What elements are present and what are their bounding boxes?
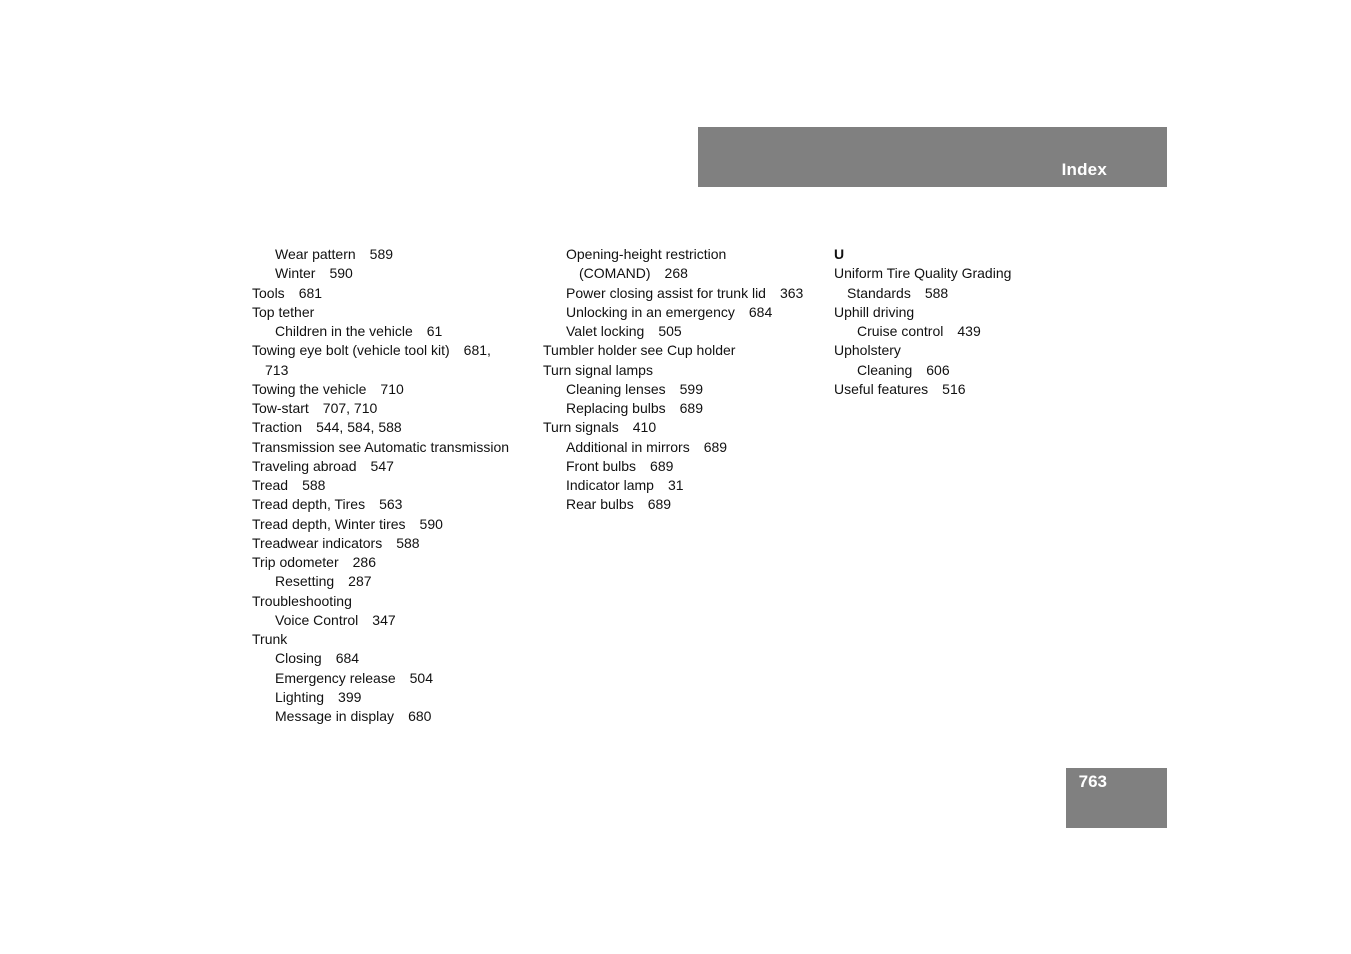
index-entry-term: Children in the vehicle — [275, 323, 413, 339]
index-entry-term: Replacing bulbs — [566, 400, 666, 416]
index-entry — [543, 380, 828, 399]
index-entry — [834, 322, 1119, 341]
index-entry-continuation — [252, 361, 537, 380]
index-entry — [543, 245, 828, 284]
index-entry-pages: 399 — [338, 688, 362, 705]
index-entry-term: Trip odometer — [252, 554, 339, 570]
index-entry — [834, 341, 1119, 360]
index-entry — [252, 649, 537, 668]
index-entry — [543, 438, 828, 457]
index-entry-term: Turn signals — [543, 419, 619, 436]
index-entry-term: Message in display — [275, 708, 395, 724]
index-entry-term: Uniform Tire Quality Grading — [834, 265, 1012, 282]
index-entry-term: Traction — [252, 419, 303, 436]
index-entry — [252, 418, 537, 437]
index-entry-term: Additional in mirrors — [566, 438, 690, 455]
index-entry-term: Tow-start — [252, 400, 309, 416]
index-entry-pages: 684 — [335, 650, 360, 667]
index-entry — [252, 630, 537, 649]
index-entry — [834, 380, 1119, 399]
index-entry — [252, 341, 537, 380]
index-entry-pages: 61 — [426, 323, 443, 339]
index-entry — [252, 572, 537, 591]
index-entry-term: Winter — [275, 265, 316, 282]
index-entry-continuation — [566, 264, 828, 283]
index-entry-term: Tools — [252, 284, 285, 301]
index-entry-pages: 588 — [302, 477, 326, 493]
index-entry — [252, 380, 537, 399]
index-entry — [543, 476, 828, 495]
index-entry — [834, 361, 1119, 380]
index-entry-continuation-text: Standards — [847, 284, 911, 301]
index-entry — [252, 322, 537, 341]
index-entry — [543, 341, 828, 360]
index-entry-term: Transmission see Automatic transmission — [252, 438, 510, 455]
index-entry — [252, 515, 537, 534]
index-entry-pages: 516 — [942, 380, 966, 397]
index-entry — [252, 264, 537, 283]
index-entry — [252, 399, 537, 418]
index-entry — [543, 418, 828, 437]
index-entry — [543, 495, 828, 514]
index-entry-pages: 599 — [679, 380, 703, 397]
index-column-2 — [543, 245, 828, 515]
index-entry — [252, 592, 537, 611]
index-entry — [543, 399, 828, 418]
index-entry — [834, 303, 1119, 322]
index-entry-continuation-text: (COMAND) — [579, 265, 651, 282]
index-entry-pages: 547 — [370, 457, 394, 474]
index-entry-term: Cleaning lenses — [566, 380, 666, 397]
index-entry — [252, 534, 537, 553]
index-entry-term: Top tether — [252, 303, 315, 320]
index-entry-term: Resetting — [275, 573, 335, 590]
index-entry-term: Cruise control — [857, 323, 944, 339]
index-entry-term: Troubleshooting — [252, 592, 352, 609]
index-entry-pages: 268 — [664, 265, 688, 282]
index-entry-term: Front bulbs — [566, 457, 637, 474]
index-entry-term: Tumbler holder see Cup holder — [543, 342, 736, 359]
index-entry-pages: 590 — [329, 265, 353, 282]
index-entry-pages: 606 — [926, 361, 950, 378]
index-entry — [543, 457, 828, 476]
index-entry-term: Opening-height restriction — [566, 246, 727, 262]
header-bar — [698, 127, 1167, 187]
index-entry-term: Voice Control — [275, 611, 359, 628]
page-number-box — [1066, 768, 1167, 828]
index-entry-pages: 684 — [748, 303, 773, 320]
index-entry — [252, 611, 537, 630]
index-entry-term: Closing — [275, 650, 322, 667]
index-entry-term: Towing eye bolt (vehicle tool kit) — [252, 342, 450, 359]
index-entry-term: Valet locking — [566, 323, 645, 339]
index-entry-pages: 563 — [379, 496, 403, 513]
index-entry-pages: 689 — [647, 496, 672, 513]
index-entry-pages: 286 — [352, 554, 376, 570]
index-entry-pages: 504 — [409, 669, 433, 686]
index-entry-pages: 589 — [369, 246, 394, 262]
index-entry-pages: 680 — [408, 708, 432, 724]
index-entry-term: Unlocking in an emergency — [566, 303, 735, 320]
page-number: 763 — [1078, 772, 1107, 791]
index-entry-term: Upholstery — [834, 342, 901, 359]
index-entry-pages: 31 — [667, 477, 684, 493]
index-entry — [252, 438, 537, 457]
index-entry-term: Lighting — [275, 688, 325, 705]
index-entry-term: Treadwear indicators — [252, 534, 383, 551]
index-entry-term: Trunk — [252, 631, 288, 647]
index-entry-pages: 689 — [650, 457, 674, 474]
index-entry-pages: 505 — [658, 323, 682, 339]
index-entry — [252, 476, 537, 495]
index-entry-pages: 590 — [419, 515, 443, 532]
index-column-1 — [252, 245, 537, 726]
index-entry-term: Cleaning — [857, 361, 913, 378]
index-entry-term: Turn signal lamps — [543, 361, 653, 378]
index-entry — [252, 284, 537, 303]
index-entry-pages: 689 — [679, 400, 703, 416]
index-entry-term: Uphill driving — [834, 303, 915, 320]
index-entry-term: Wear pattern — [275, 246, 356, 262]
index-entry — [252, 707, 537, 726]
index-entry — [543, 303, 828, 322]
index-entry — [543, 322, 828, 341]
index-entry-pages: 588 — [924, 284, 949, 301]
index-entry-term: Tread depth, Winter tires — [252, 515, 406, 532]
index-entry-pages: 287 — [348, 573, 372, 590]
index-entry — [543, 284, 828, 303]
index-entry-continuation-text: 713 — [265, 361, 289, 378]
index-entry — [252, 553, 537, 572]
index-entry-term: Emergency release — [275, 669, 396, 686]
index-entry-pages: 544, 584, 588 — [316, 419, 402, 436]
index-letter-heading: U — [834, 246, 845, 262]
index-entry — [252, 688, 537, 707]
index-entry-pages: 439 — [957, 323, 981, 339]
index-entry-term: Towing the vehicle — [252, 380, 367, 397]
index-entry-pages: 363 — [779, 284, 804, 301]
index-entry — [252, 669, 537, 688]
index-entry-pages: 707, 710 — [322, 400, 378, 416]
index-entry-pages: 410 — [632, 419, 657, 436]
index-entry-continuation — [834, 284, 1119, 303]
index-entry-term: Tread depth, Tires — [252, 496, 366, 513]
index-entry-term: Indicator lamp — [566, 477, 654, 493]
index-entry-pages: 681, — [463, 342, 491, 359]
index-entry-pages: 588 — [396, 534, 420, 551]
page-title: Index — [1061, 160, 1107, 179]
index-entry — [252, 303, 537, 322]
index-entry — [252, 495, 537, 514]
index-entry-term: Tread — [252, 477, 289, 493]
index-entry-pages: 710 — [380, 380, 404, 397]
index-entry — [543, 361, 828, 380]
index-entry-term: Traveling abroad — [252, 457, 357, 474]
index-entry — [252, 457, 537, 476]
index-entry-pages: 689 — [703, 438, 728, 455]
index-entry — [252, 245, 537, 264]
index-column-3 — [834, 245, 1119, 399]
index-entry-term: Rear bulbs — [566, 496, 634, 513]
index-entry — [834, 264, 1119, 303]
index-entry-pages: 347 — [372, 611, 396, 628]
index-entry-pages: 681 — [298, 284, 323, 301]
index-entry-term: Power closing assist for trunk lid — [566, 284, 766, 301]
index-entry-term: Useful features — [834, 380, 929, 397]
